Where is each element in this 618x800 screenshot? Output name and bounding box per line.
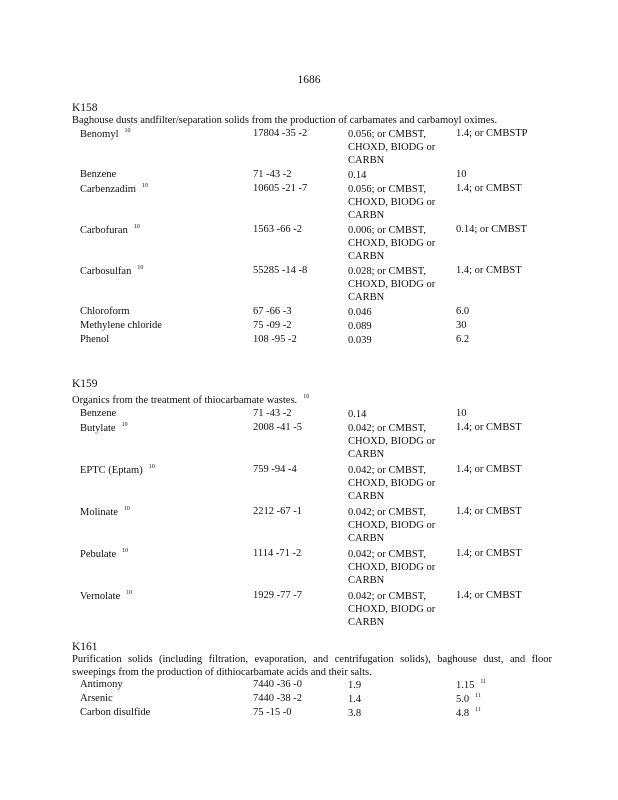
footnote-ref: 10: [148, 463, 155, 470]
constituent-name: Benzene: [80, 168, 117, 180]
nonwastewater-standard: 4.8: [456, 708, 470, 719]
table-row: [72, 320, 552, 334]
wastewater-standard: 0.056; or CMBST, CHOXD, BIODG or CARBN: [348, 128, 436, 167]
wastewater-standard: 0.042; or CMBST, CHOXD, BIODG or CARBN: [348, 548, 436, 587]
nonwastewater-standard: 30: [456, 319, 467, 331]
nonwastewater-standard: 10: [456, 407, 467, 419]
cas-number: 7440 -38 -2: [253, 693, 302, 704]
table-row: [72, 408, 552, 422]
constituent-name: Molinate: [80, 506, 118, 518]
table-row: [72, 224, 552, 265]
table-row: [72, 334, 552, 348]
cas-number: 10605 -21 -7: [253, 182, 308, 194]
cas-number: 108 -95 -2: [253, 333, 297, 345]
table-row: [72, 464, 552, 506]
cas-number: 1114 -71 -2: [253, 547, 302, 559]
wastewater-standard: 0.042; or CMBST, CHOXD, BIODG or CARBN: [348, 464, 436, 503]
nonwastewater-standard: 6.2: [456, 333, 470, 345]
constituent-name: Vernolate: [80, 590, 121, 602]
table-row: [72, 265, 552, 306]
nonwastewater-standard: 1.4; or CMBST: [456, 547, 522, 559]
cas-number: 55285 -14 -8: [253, 264, 308, 276]
waste-description: Baghouse dusts andfilter/separation solids from the production of carbamates and carbamoyl oximes.: [72, 115, 498, 126]
cas-number: 67 -66 -3: [253, 305, 292, 317]
footnote-ref: 10: [141, 182, 148, 189]
constituent-table: [72, 128, 552, 348]
nonwastewater-standard: 0.14; or CMBST: [456, 223, 527, 235]
cas-number: 71 -43 -2: [253, 168, 292, 180]
waste-section-k158: [72, 102, 552, 348]
table-row: [72, 707, 552, 721]
waste-section-k159: [72, 378, 552, 632]
wastewater-standard: 0.089: [348, 320, 372, 332]
table-row: [72, 693, 552, 707]
footnote-ref: 10: [303, 394, 310, 400]
waste-code: K159: [72, 378, 98, 390]
wastewater-standard: 0.056; or CMBST, CHOXD, BIODG or CARBN: [348, 183, 436, 222]
cas-number: 17804 -35 -2: [253, 127, 308, 139]
wastewater-standard: 0.14: [348, 169, 367, 181]
wastewater-standard: 0.042; or CMBST, CHOXD, BIODG or CARBN: [348, 590, 436, 629]
constituent-name: Carbenzadim: [80, 183, 136, 195]
cas-number: 1563 -66 -2: [253, 223, 302, 235]
footnote-ref: 10: [122, 547, 129, 554]
footnote-ref: 10: [126, 589, 133, 596]
cas-number: 2008 -41 -5: [253, 421, 302, 433]
nonwastewater-standard: 6.0: [456, 305, 470, 317]
page-number: 1686: [297, 74, 321, 86]
footnote-ref: 11: [475, 693, 481, 699]
constituent-name: Arsenic: [80, 693, 113, 704]
waste-code: K161: [72, 641, 98, 653]
footnote-ref: 10: [123, 505, 130, 512]
wastewater-standard: 0.028; or CMBST, CHOXD, BIODG or CARBN: [348, 265, 436, 304]
cas-number: 71 -43 -2: [253, 407, 292, 419]
table-row: [72, 169, 552, 183]
nonwastewater-standard: 1.4; or CMBST: [456, 463, 522, 475]
nonwastewater-standard: 10: [456, 168, 467, 180]
footnote-ref: 11: [480, 679, 487, 685]
footnote-ref: 10: [137, 264, 144, 271]
table-row: [72, 506, 552, 548]
table-row: [72, 306, 552, 320]
wastewater-standard: 0.042; or CMBST, CHOXD, BIODG or CARBN: [348, 506, 436, 545]
footnote-ref: 10: [133, 223, 140, 230]
waste-description: Organics from the treatment of thiocarbamate wastes. $^{10}$: [72, 394, 310, 406]
nonwastewater-standard: 1.15: [456, 680, 475, 691]
footnote-ref: 11: [475, 707, 481, 713]
constituent-name: Butylate: [80, 422, 116, 434]
constituent-name: Carbofuran: [80, 224, 128, 236]
constituent-name: Carbon disulfide: [80, 707, 151, 718]
constituent-name: Antimony: [80, 679, 123, 690]
wastewater-standard: 0.042; or CMBST, CHOXD, BIODG or CARBN: [348, 422, 436, 461]
table-row: [72, 548, 552, 590]
constituent-name: Carbosulfan: [80, 265, 132, 277]
cas-number: 1929 -77 -7: [253, 589, 302, 601]
cas-number: 759 -94 -4: [253, 463, 297, 475]
nonwastewater-standard: 1.4; or CMBST: [456, 264, 522, 276]
footnote-ref: 10: [124, 127, 131, 134]
nonwastewater-standard: 5.0: [456, 694, 470, 705]
nonwastewater-standard: 1.4; or CMBST: [456, 505, 522, 517]
table-row: [72, 422, 552, 464]
cas-number: 2212 -67 -1: [253, 505, 302, 517]
wastewater-standard: 1.9: [348, 680, 362, 691]
constituent-table: [72, 408, 552, 632]
nonwastewater-standard: 1.4; or CMBST: [456, 182, 522, 194]
waste-section-k161: [72, 641, 552, 721]
waste-description: Purification solids (including filtration, evaporation, and centrifugation solids), baghouse dust, and floor sweepings from the production of dithiocarbamate acids and their salts.: [72, 654, 552, 678]
wastewater-standard: 0.006; or CMBST, CHOXD, BIODG or CARBN: [348, 224, 436, 263]
waste-code: K158: [72, 102, 98, 114]
constituent-name: Phenol: [80, 333, 110, 345]
constituent-name: Pebulate: [80, 548, 117, 560]
nonwastewater-standard: 1.4; or CMBSTP: [456, 127, 528, 139]
cas-number: 75 -09 -2: [253, 319, 292, 331]
nonwastewater-standard: 1.4; or CMBST: [456, 589, 522, 601]
cas-number: 75 -15 -0: [253, 707, 292, 718]
table-row: [72, 590, 552, 632]
constituent-table: [72, 679, 552, 721]
nonwastewater-standard: 1.4; or CMBST: [456, 421, 522, 433]
constituent-name: Benzene: [80, 407, 117, 419]
table-row: [72, 679, 552, 693]
wastewater-standard: 0.039: [348, 334, 372, 346]
constituent-name: Chloroform: [80, 305, 130, 317]
footnote-ref: 10: [121, 421, 128, 428]
cas-number: 7440 -36 -0: [253, 679, 302, 690]
wastewater-standard: 0.046: [348, 306, 372, 318]
constituent-name: EPTC (Eptam): [80, 464, 143, 476]
constituent-name: Benomyl: [80, 128, 119, 140]
table-row: [72, 183, 552, 224]
constituent-name: Methylene chloride: [80, 319, 162, 331]
wastewater-standard: 3.8: [348, 708, 362, 719]
wastewater-standard: 0.14: [348, 408, 367, 420]
wastewater-standard: 1.4: [348, 694, 362, 705]
table-row: [72, 128, 552, 169]
